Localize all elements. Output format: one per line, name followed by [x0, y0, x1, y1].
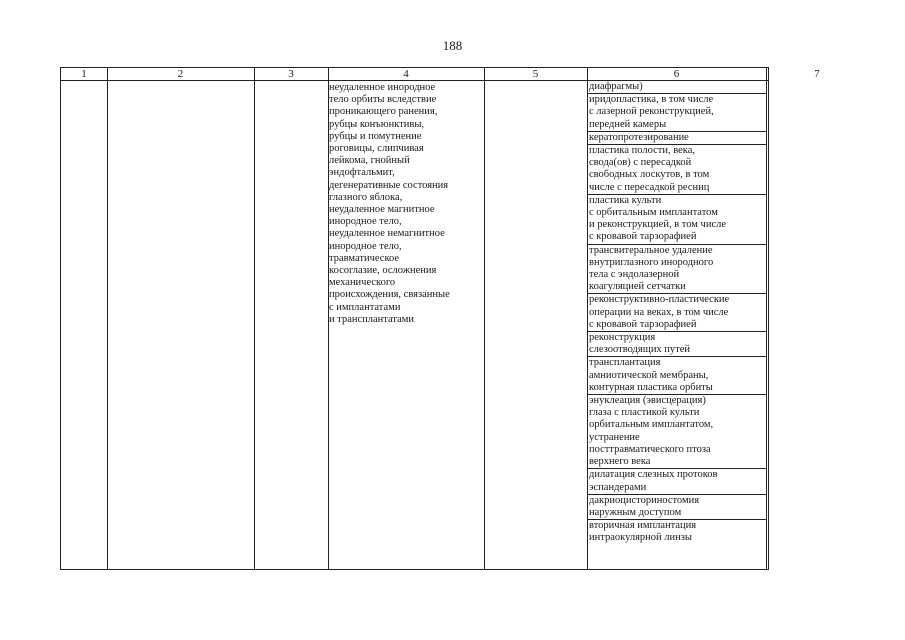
- col-header-2: 2: [177, 68, 184, 80]
- diagnosis-cell: неудаленное инородное тело орбиты вследствие проникающего ранения, рубцы конъюнктивы, рубцы и помутнение роговицы, слипчивая лейкома, гнойный эндофтальмит, дегенеративные состояния глазного яблока, неудаленное магнитное инородное тело, неудаленное немагнитное инородное тело, травматическое косоглазие, осложнения механического происхождения, связанные с имплантатами и трансплантатами: [329, 82, 450, 325]
- document-table: [60, 67, 820, 570]
- procedure-list: [588, 81, 766, 545]
- column-divider: [107, 68, 108, 569]
- procedure-item: пластика культи с орбитальным имплантатом и реконструкцией, в том числе с кровавой тарзорафией: [588, 195, 766, 245]
- procedure-item: кератопротезирование: [588, 132, 766, 145]
- page-number: 188: [442, 38, 463, 53]
- procedure-item: иридопластика, в том числе с лазерной реконструкцией, передней камеры: [588, 94, 766, 132]
- column-divider: [766, 68, 767, 569]
- col-header-7: 7: [814, 68, 820, 80]
- col-header-4: 4: [403, 68, 409, 80]
- col-header-3: 3: [288, 68, 294, 80]
- procedure-item: вторичная имплантация интраокулярной линзы: [589, 520, 697, 544]
- col-header-5: 5: [532, 68, 539, 80]
- procedure-item: дакриоцисториностомия наружным доступом: [588, 495, 766, 520]
- procedure-item: реконструктивно-пластические операции на веках, в том числе с кровавой тарзорафией: [588, 294, 766, 332]
- col-header-1: 1: [81, 68, 87, 80]
- column-divider: [254, 68, 255, 569]
- col-header-6: 6: [673, 68, 680, 80]
- procedure-item: трансвитеральное удаление внутриглазного инородного тела с эндолазерной коагуляцией сетчатки: [588, 245, 766, 295]
- procedure-item: дилатация слезных протоков эспандерами: [588, 469, 766, 494]
- procedure-item: трансплантация амниотической мембраны, контурная пластика орбиты: [588, 357, 766, 395]
- procedure-item: пластика полости, века, свода(ов) с пересадкой свободных лоскутов, в том числе с пересадкой ресниц: [588, 145, 766, 195]
- procedure-item: энуклеация (эвисцерация) глаза с пластикой культи орбитальным имплантатом, устранение посттравматического птоза верхнего века: [588, 395, 766, 469]
- procedure-item: диафрагмы): [588, 81, 766, 94]
- procedure-item: реконструкция слезоотводящих путей: [588, 332, 766, 357]
- column-divider: [484, 68, 485, 569]
